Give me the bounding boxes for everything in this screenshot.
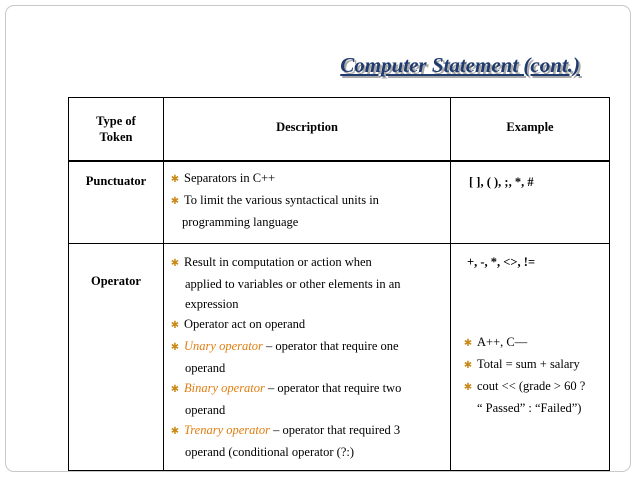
list-item-continuation: programming language [182, 215, 299, 229]
asterisk-bullet-icon: ✱ [463, 381, 473, 393]
binary-operator-term: Binary operator [184, 380, 265, 395]
asterisk-bullet-icon: ✱ [170, 319, 180, 331]
slide-title: Computer Statement (cont.) [340, 53, 580, 77]
list-item: ✱ Result in computation or action when [170, 252, 444, 274]
unary-operator-term: Unary operator [184, 338, 263, 353]
list-item: ✱ Trenary operator – operator that required 3 [170, 420, 444, 442]
header-example: Example [451, 98, 610, 162]
asterisk-bullet-icon: ✱ [463, 337, 473, 349]
operator-example-main: +, -, *, <>, != [467, 254, 536, 269]
asterisk-bullet-icon: ✱ [170, 257, 180, 269]
punctuator-example: [ ], ( ), ;, *, # [451, 161, 610, 243]
header-type-line1: Type of [96, 114, 136, 128]
list-item-continuation: operand [185, 402, 226, 417]
list-item: ✱ Binary operator – operator that require two [170, 378, 444, 400]
list-item: ✱ Unary operator – operator that require one [170, 336, 444, 358]
punctuator-description [164, 161, 451, 243]
list-item-continuation: operand (conditional operator (?:) [185, 444, 355, 459]
header-description: Description [164, 98, 451, 162]
token-table [68, 97, 610, 471]
list-item: ✱ Total = sum + salary [463, 354, 605, 376]
asterisk-bullet-icon: ✱ [170, 341, 180, 353]
header-type-line2: Token [99, 130, 133, 144]
operator-example [451, 243, 610, 470]
asterisk-bullet-icon: ✱ [170, 425, 180, 437]
list-item-continuation: expression [185, 296, 239, 311]
asterisk-bullet-icon: ✱ [170, 174, 180, 185]
list-item-continuation: “ Passed” : “Failed”) [477, 400, 582, 415]
list-item-continuation: operand [185, 360, 226, 375]
token-operator: Operator [69, 243, 164, 470]
table-header-row [69, 98, 610, 162]
trenary-operator-term: Trenary operator [184, 422, 270, 437]
list-item: ✱ cout << (grade > 60 ? [463, 376, 605, 398]
list-item: ✱ Separators in C++ [170, 168, 444, 190]
list-item: ✱ To limit the various syntactical units in [170, 190, 444, 212]
list-item-continuation: applied to variables or other elements in an [185, 276, 401, 291]
operator-description [164, 243, 451, 470]
list-item: ✱ Operator act on operand [170, 314, 444, 336]
table-row-operator [69, 243, 610, 470]
asterisk-bullet-icon: ✱ [170, 383, 180, 395]
asterisk-bullet-icon: ✱ [463, 359, 473, 371]
header-type-of-token [69, 98, 164, 162]
table-row-punctuator [69, 161, 610, 243]
token-punctuator: Punctuator [69, 161, 164, 243]
list-item: ✱ A++, C— [463, 332, 605, 354]
asterisk-bullet-icon: ✱ [170, 196, 180, 207]
